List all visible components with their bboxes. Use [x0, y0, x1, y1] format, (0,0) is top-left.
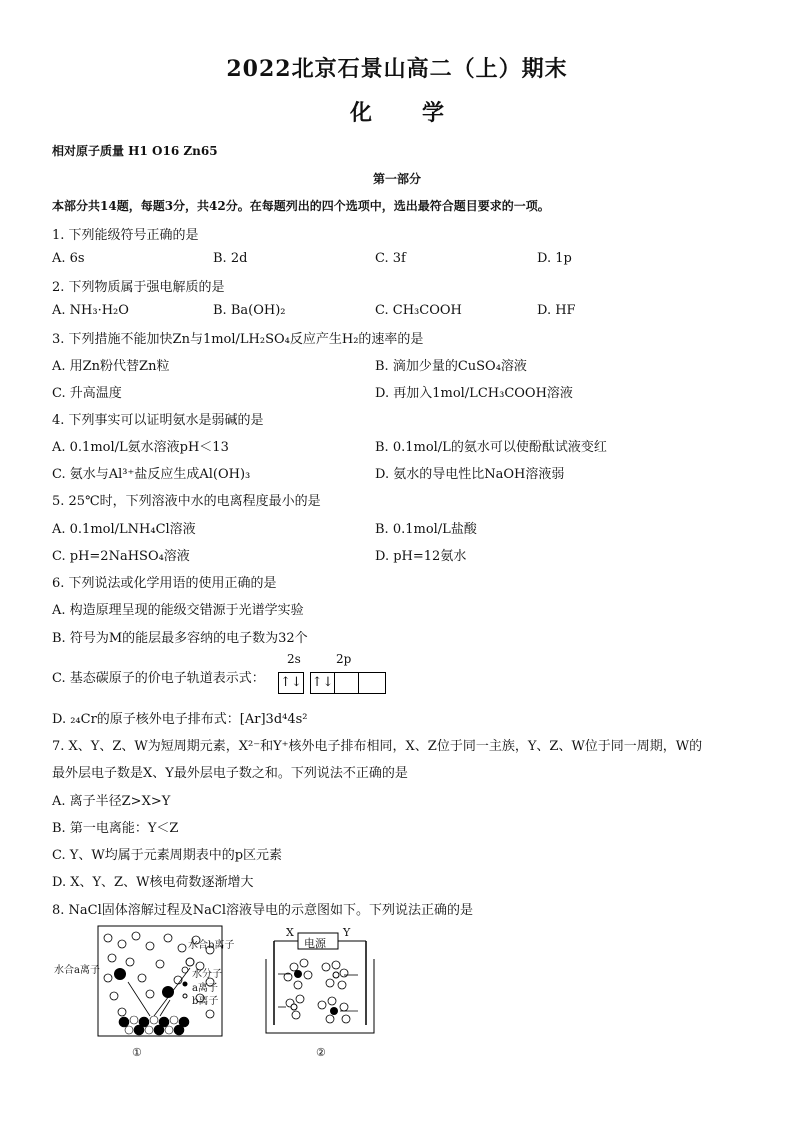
- question-7-option-d: D. X、Y、Z、W核电荷数逐渐增大: [52, 875, 254, 890]
- question-2-option-b: B. Ba(OH)₂: [213, 303, 286, 318]
- question-7-option-a: A. 离子半径Z>X>Y: [52, 794, 171, 809]
- question-4-option-d: D. 氨水的导电性比NaOH溶液弱: [375, 467, 565, 482]
- question-1-option-c: C. 3f: [375, 251, 406, 266]
- question-7-stem-line2: 最外层电子数是X、Y最外层电子数之和。下列说法不正确的是: [52, 766, 408, 781]
- question-2-option-a: A. NH₃·H₂O: [52, 303, 129, 318]
- question-3-option-a: A. 用Zn粉代替Zn粒: [52, 359, 170, 374]
- figure-2-caption: ②: [316, 1046, 326, 1059]
- question-3-stem: 3. 下列措施不能加快Zn与1mol/LH₂SO₄反应产生H₂的速率的是: [52, 332, 424, 347]
- subject-title: 化学: [349, 100, 494, 126]
- question-5-option-a: A. 0.1mol/LNH₄Cl溶液: [52, 522, 196, 537]
- orbital-cell-2p-1: ↑↓: [311, 673, 335, 693]
- figure-1-caption: ①: [132, 1046, 142, 1059]
- question-1-option-d: D. 1p: [537, 251, 572, 266]
- label-hydrated-b-ion: 水合b离子: [188, 940, 235, 951]
- question-6-option-d: D. ₂₄Cr的原子核外电子排布式：[Ar]3d⁴4s²: [52, 712, 308, 727]
- label-hydrated-a-ion: 水合a离子: [54, 965, 100, 976]
- question-2-stem: 2. 下列物质属于强电解质的是: [52, 280, 225, 295]
- question-4-option-c: C. 氨水与Al³⁺盐反应生成Al(OH)₃: [52, 467, 251, 482]
- question-5-option-c: C. pH=2NaHSO₄溶液: [52, 549, 190, 564]
- legend-a-ion: a离子: [192, 983, 218, 994]
- legend-b-ion: b离子: [192, 996, 219, 1007]
- electrode-y-label: Y: [343, 926, 351, 939]
- question-1-stem: 1. 下列能级符号正确的是: [52, 228, 199, 243]
- question-6-stem: 6. 下列说法或化学用语的使用正确的是: [52, 576, 277, 591]
- orbital-cell-2p-2: [335, 673, 359, 693]
- instructions: 本部分共14题，每题3分，共42分。在每题列出的四个选项中，选出最符合题目要求的一项。: [52, 199, 550, 213]
- question-3-option-c: C. 升高温度: [52, 386, 122, 401]
- page-title: 2022北京石景山高二（上）期末: [226, 56, 568, 82]
- question-7-stem-line1: 7. X、Y、Z、W为短周期元素，X²⁻和Y⁺核外电子排布相同，X、Z位于同一主族，Y、Z、W位于同一周期，W的: [52, 739, 703, 754]
- orbital-label-2s: 2s: [287, 652, 301, 666]
- legend-water-molecule: 水分子: [192, 969, 222, 980]
- question-8-stem: 8. NaCl固体溶解过程及NaCl溶液导电的示意图如下。下列说法正确的是: [52, 903, 473, 918]
- atomic-mass-note: 相对原子质量 H1 O16 Zn65: [52, 144, 218, 158]
- question-3-option-b: B. 滴加少量的CuSO₄溶液: [375, 359, 527, 374]
- question-5-option-d: D. pH=12氨水: [375, 549, 467, 564]
- question-5-stem: 5. 25℃时，下列溶液中水的电离程度最小的是: [52, 494, 321, 509]
- question-1-option-b: B. 2d: [213, 251, 248, 266]
- question-6-option-a: A. 构造原理呈现的能级交错源于光谱学实验: [52, 603, 304, 618]
- question-6-option-c: C. 基态碳原子的价电子轨道表示式：: [52, 671, 265, 686]
- electrode-x-label: X: [286, 926, 294, 939]
- question-3-option-d: D. 再加入1mol/LCH₃COOH溶液: [375, 386, 573, 401]
- orbital-label-2p: 2p: [336, 652, 352, 666]
- question-2-option-c: C. CH₃COOH: [375, 303, 462, 318]
- orbital-box-2s: [278, 672, 304, 694]
- part-heading: 第一部分: [372, 172, 421, 186]
- question-4-stem: 4. 下列事实可以证明氨水是弱碱的是: [52, 413, 264, 428]
- question-7-option-c: C. Y、W均属于元素周期表中的p区元素: [52, 848, 283, 863]
- question-6-option-b: B. 符号为M的能层最多容纳的电子数为32个: [52, 631, 308, 646]
- question-4-option-a: A. 0.1mol/L氨水溶液pH＜13: [52, 440, 229, 455]
- orbital-cell-2s: ↑↓: [280, 675, 302, 690]
- question-5-option-b: B. 0.1mol/L盐酸: [375, 522, 477, 537]
- question-1-option-a: A. 6s: [52, 251, 85, 266]
- question-4-option-b: B. 0.1mol/L的氨水可以使酚酞试液变红: [375, 440, 607, 455]
- orbital-cell-2p-3: [359, 673, 385, 693]
- orbital-box-2p: [310, 672, 386, 694]
- question-7-option-b: B. 第一电离能：Y＜Z: [52, 821, 179, 836]
- question-2-option-d: D. HF: [537, 303, 576, 318]
- power-supply-label: 电源: [304, 937, 326, 950]
